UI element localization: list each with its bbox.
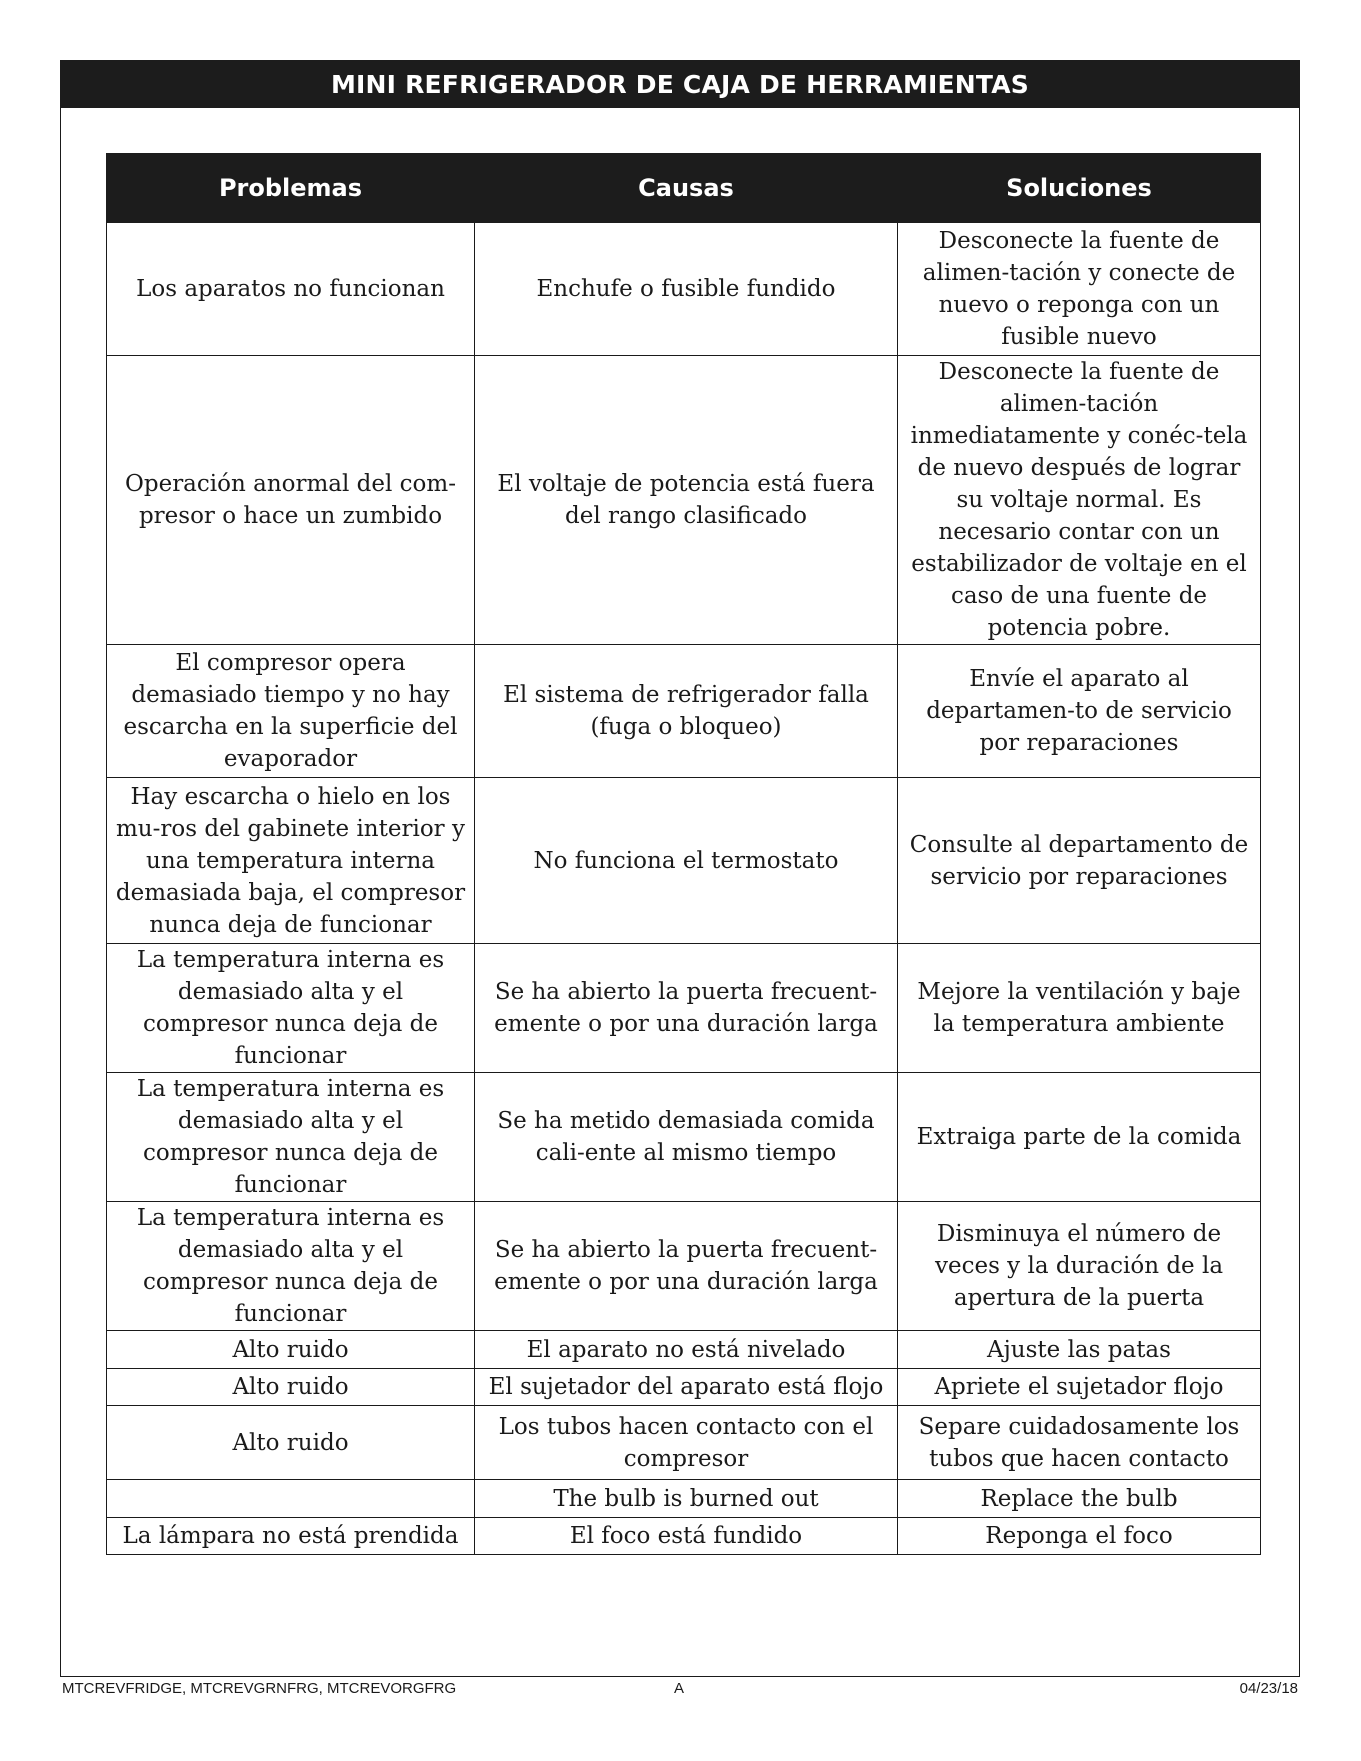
solution-cell: Disminuya el número de veces y la duración de la apertura de la puerta — [898, 1202, 1261, 1331]
table-row — [107, 1406, 1261, 1480]
solution-cell: Mejore la ventilación y baje la temperatura ambiente — [898, 944, 1261, 1073]
cause-cell: El voltaje de potencia está fuera del rango clasificado — [475, 356, 898, 645]
cause-cell: Los tubos hacen contacto con el compresor — [475, 1406, 898, 1480]
solution-cell: Ajuste las patas — [898, 1331, 1261, 1369]
problem-cell: Alto ruido — [107, 1406, 475, 1480]
footer-models: MTCREVFRIDGE, MTCREVGRNFRG, MTCREVORGFRG — [62, 1680, 457, 1697]
table-row — [107, 645, 1261, 778]
table-row — [107, 223, 1261, 356]
problem-cell: Alto ruido — [107, 1331, 475, 1369]
solution-cell: Desconecte la fuente de alimen-tación inmediatamente y conéc-tela de nuevo después de lograr su voltaje normal. Es necesario contar con un estabilizador de voltaje en el caso de una fuente de potencia pobre. — [898, 356, 1261, 645]
header-problems: Problemas — [107, 154, 475, 223]
footer-page-number: A — [674, 1680, 685, 1697]
problem-cell: Hay escarcha o hielo en los mu-ros del gabinete interior y una temperatura interna demasiada baja, el compresor nunca deja de funcionar — [107, 778, 475, 944]
table-row — [107, 944, 1261, 1073]
cause-cell: El foco está fundido — [475, 1518, 898, 1555]
cause-cell: El sistema de refrigerador falla (fuga o bloqueo) — [475, 645, 898, 778]
solution-cell: Extraiga parte de la comida — [898, 1073, 1261, 1202]
cause-cell: Se ha abierto la puerta frecuent-emente o por una duración larga — [475, 944, 898, 1073]
document-title: MINI REFRIGERADOR DE CAJA DE HERRAMIENTAS — [60, 60, 1300, 108]
solution-cell: Desconecte la fuente de alimen-tación y conecte de nuevo o reponga con un fusible nuevo — [898, 223, 1261, 356]
cause-cell: El sujetador del aparato está flojo — [475, 1369, 898, 1406]
problem-cell: Alto ruido — [107, 1369, 475, 1406]
table-row — [107, 1369, 1261, 1406]
table-row — [107, 1331, 1261, 1369]
troubleshooting-table — [106, 153, 1261, 1555]
problem-cell: La lámpara no está prendida — [107, 1518, 475, 1555]
table-row — [107, 1480, 1261, 1518]
solution-cell: Envíe el aparato al departamen-to de servicio por reparaciones — [898, 645, 1261, 778]
cause-cell: El aparato no está nivelado — [475, 1331, 898, 1369]
cause-cell: Enchufe o fusible fundido — [475, 223, 898, 356]
solution-cell: Separe cuidadosamente los tubos que hacen contacto — [898, 1406, 1261, 1480]
solution-cell: Replace the bulb — [898, 1480, 1261, 1518]
solution-cell: Consulte al departamento de servicio por reparaciones — [898, 778, 1261, 944]
problem-cell: El compresor opera demasiado tiempo y no hay escarcha en la superficie del evaporador — [107, 645, 475, 778]
table-row — [107, 1202, 1261, 1331]
problem-cell: La temperatura interna es demasiado alta y el compresor nunca deja de funcionar — [107, 1073, 475, 1202]
solution-cell: Reponga el foco — [898, 1518, 1261, 1555]
footer-date: 04/23/18 — [1239, 1680, 1298, 1697]
page-footer — [62, 1680, 1298, 1704]
problem-cell — [107, 1480, 475, 1518]
cause-cell: The bulb is burned out — [475, 1480, 898, 1518]
table-header-row — [107, 154, 1261, 223]
table-row — [107, 1073, 1261, 1202]
table-row — [107, 356, 1261, 645]
header-causes: Causas — [475, 154, 898, 223]
solution-cell: Apriete el sujetador flojo — [898, 1369, 1261, 1406]
problem-cell: La temperatura interna es demasiado alta y el compresor nunca deja de funcionar — [107, 1202, 475, 1331]
problem-cell: Los aparatos no funcionan — [107, 223, 475, 356]
problem-cell: Operación anormal del com-presor o hace un zumbido — [107, 356, 475, 645]
table-row — [107, 1518, 1261, 1555]
problem-cell: La temperatura interna es demasiado alta y el compresor nunca deja de funcionar — [107, 944, 475, 1073]
cause-cell: Se ha abierto la puerta frecuent-emente o por una duración larga — [475, 1202, 898, 1331]
cause-cell: Se ha metido demasiada comida cali-ente al mismo tiempo — [475, 1073, 898, 1202]
table-row — [107, 778, 1261, 944]
cause-cell: No funciona el termostato — [475, 778, 898, 944]
header-solutions: Soluciones — [898, 154, 1261, 223]
